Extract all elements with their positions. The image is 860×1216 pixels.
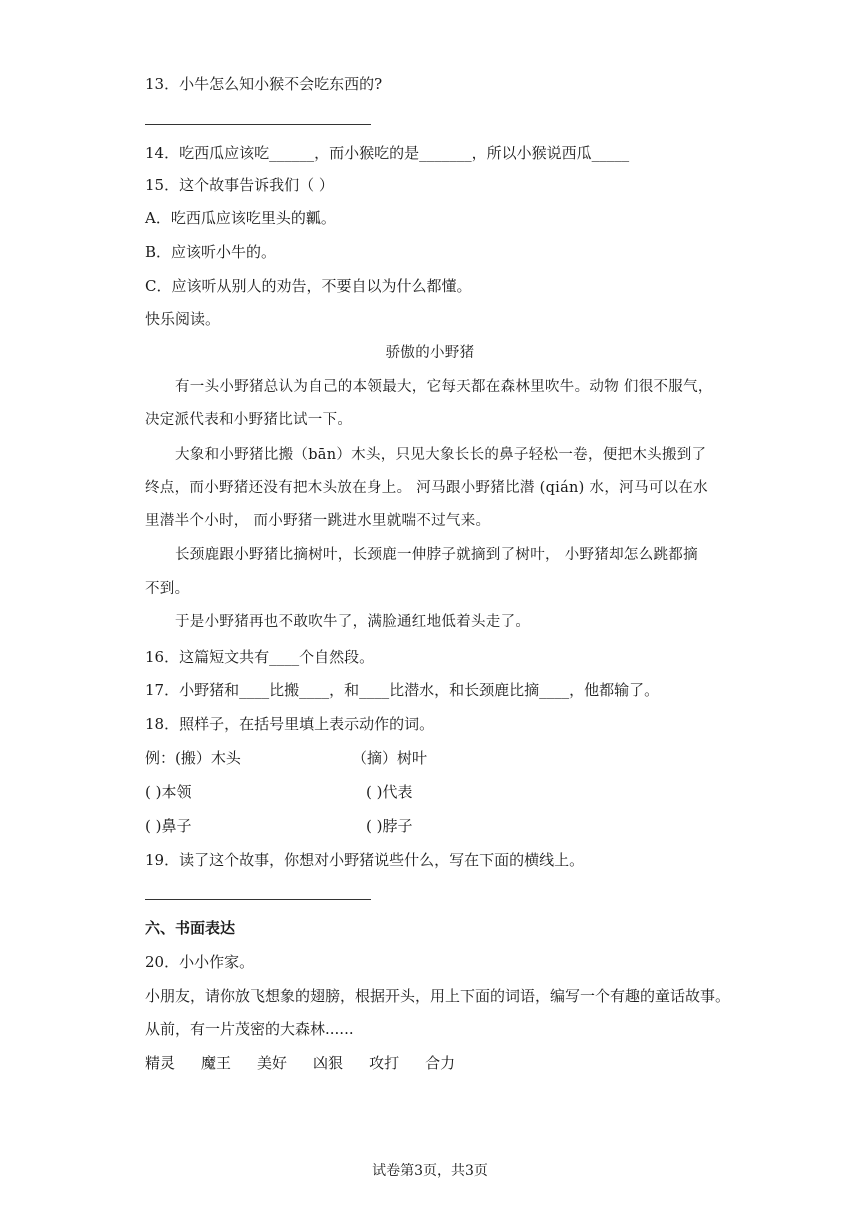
fill-right-2: ( )脖子	[366, 817, 413, 835]
question-17: 17．小野猪和____比搬____，和____比潜水，和长颈鹿比摘____，他都输了。	[145, 681, 660, 699]
fill-right-1: ( )代表	[366, 783, 413, 801]
story-line: 不到。	[145, 581, 190, 597]
question-20: 20．小小作家。	[145, 953, 255, 971]
option-c: C．应该听从别人的劝告，不要自以为什么都懂。	[145, 277, 472, 295]
option-a: A．吃西瓜应该吃里头的瓤。	[145, 209, 336, 227]
story-line: 终点，而小野猪还没有把木头放在身上。 河马跟小野猪比潜 (qián) 水，河马可以在水	[145, 480, 708, 496]
fill-left-1: ( )本领	[145, 783, 192, 801]
story-line: 大象和小野猪比搬（bān）木头，只见大象长长的鼻子轻松一卷，便把木头搬到了	[175, 447, 707, 463]
story-line: 长颈鹿跟小野猪比摘树叶，长颈鹿一伸脖子就摘到了树叶， 小野猪却怎么跳都摘	[175, 547, 698, 563]
word-item: 美好	[257, 1054, 288, 1072]
section-heading: 六、书面表达	[145, 919, 236, 937]
word-item: 攻打	[369, 1054, 400, 1072]
question-13: 13．小牛怎么知小猴不会吃东西的?	[145, 75, 383, 93]
answer-line-19	[145, 899, 371, 900]
story-line: 决定派代表和小野猪比试一下。	[145, 412, 353, 428]
page-footer: 试卷第3页，共3页	[372, 1163, 488, 1179]
question-18: 18．照样子，在括号里填上表示动作的词。	[145, 715, 435, 733]
fill-left-2: ( )鼻子	[145, 817, 192, 835]
story-line: 里潜半个小时， 而小野猪一跳进水里就喘不过气来。	[145, 513, 491, 529]
answer-line-13	[145, 124, 371, 125]
word-item: 精灵	[145, 1054, 176, 1072]
question-19: 19．读了这个故事，你想对小野猪说些什么，写在下面的横线上。	[145, 851, 585, 869]
word-item: 凶狠	[313, 1054, 344, 1072]
question-15: 15．这个故事告诉我们（ ）	[145, 176, 334, 194]
story-line: 有一头小野猪总认为自己的本领最大，它每天都在森林里吹牛。动物 们很不服气，	[175, 379, 713, 395]
word-item: 魔王	[201, 1054, 232, 1072]
story-line: 于是小野猪再也不敢吹牛了，满脸通红地低着头走了。	[175, 614, 531, 630]
option-b: B．应该听小牛的。	[145, 243, 277, 261]
example-right: （摘）树叶	[352, 749, 428, 767]
question-20-prompt: 小朋友，请你放飞想象的翅膀，根据开头，用上下面的词语，编写一个有趣的童话故事。	[145, 987, 731, 1005]
example-left: 例：(搬）木头	[145, 749, 241, 767]
question-16: 16．这篇短文共有____个自然段。	[145, 648, 375, 666]
reading-intro: 快乐阅读。	[145, 310, 221, 328]
story-opening: 从前，有一片茂密的大森林......	[145, 1020, 354, 1038]
story-title: 骄傲的小野猪	[385, 345, 475, 361]
word-list	[145, 1053, 481, 1073]
word-item: 合力	[425, 1054, 456, 1072]
question-14: 14．吃西瓜应该吃______，而小猴吃的是_______，所以小猴说西瓜_____	[145, 144, 630, 162]
